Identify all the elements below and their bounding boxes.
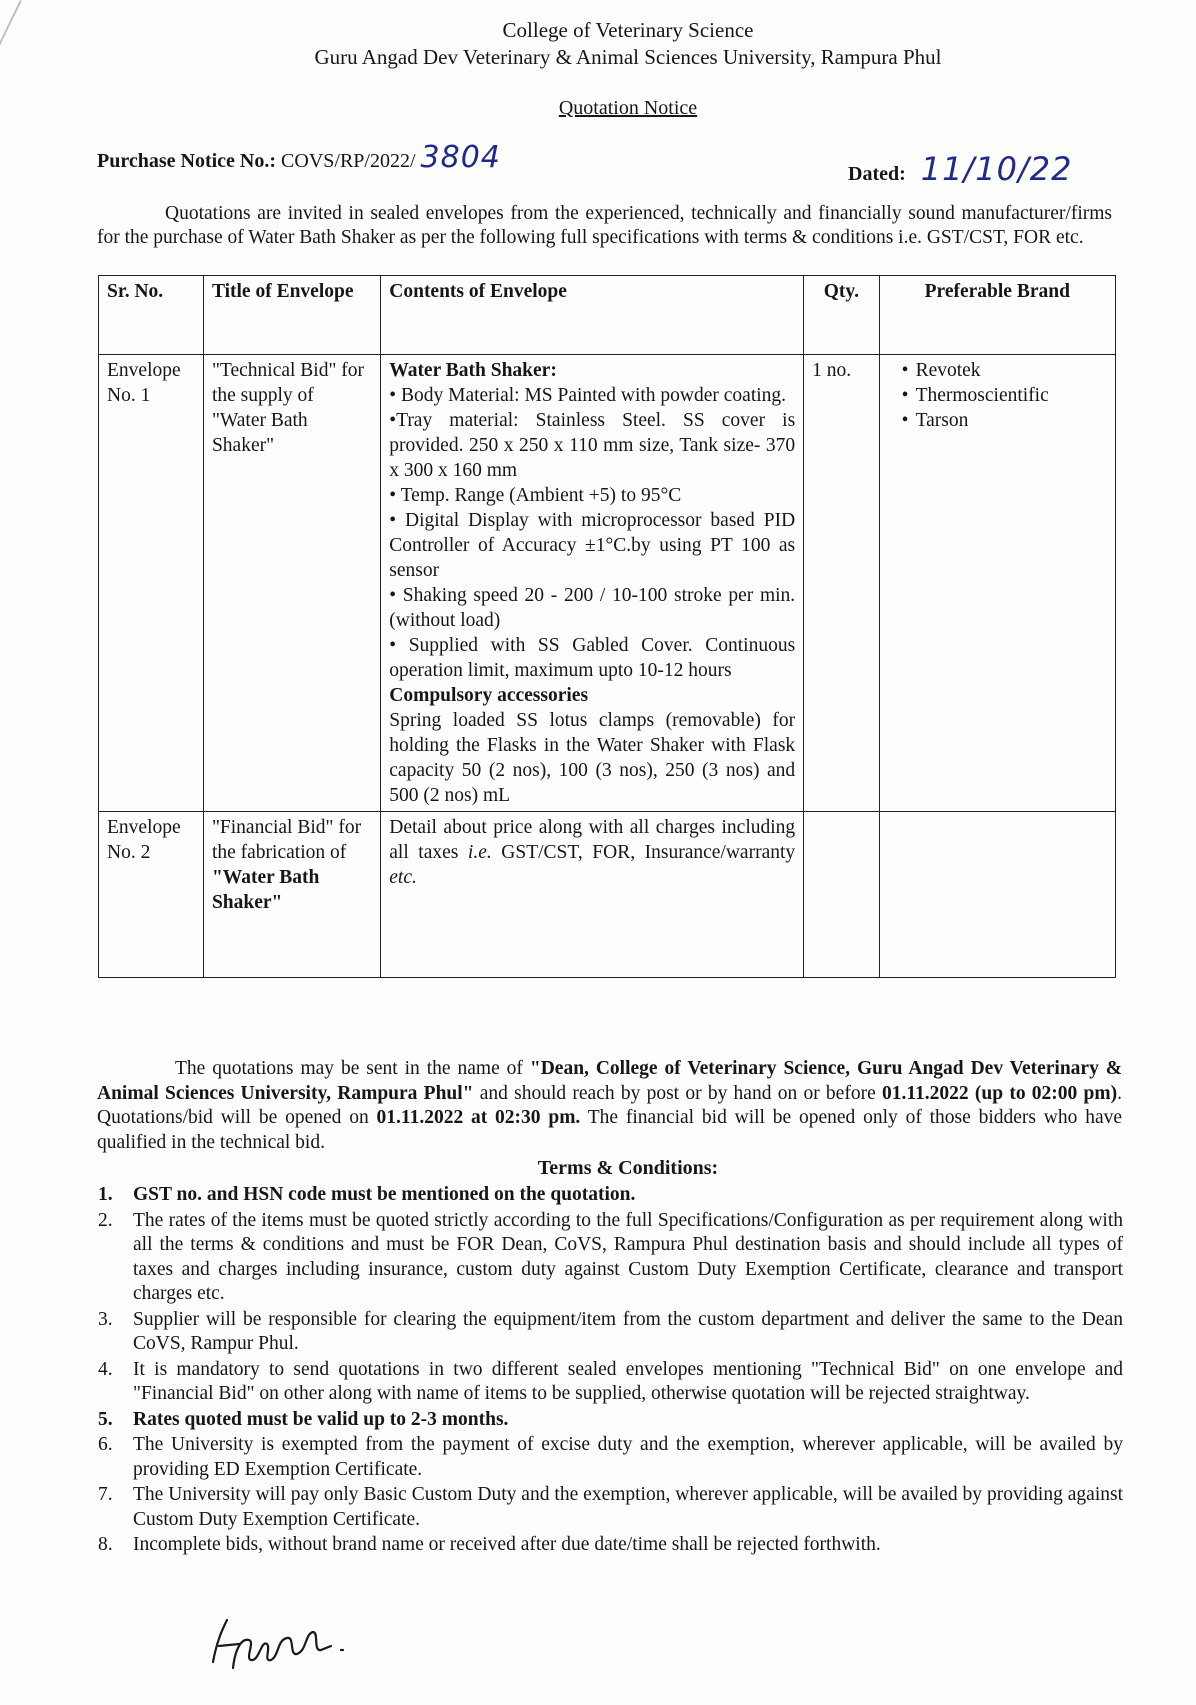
specification-table (98, 275, 1116, 978)
spec-item: •Tray material: Stainless Steel. SS cover is provided. 250 x 250 x 110 mm size, Tank size- 370 x 300 x 160 mm (389, 410, 796, 481)
accessories-text: Spring loaded SS lotus clamps (removable) for holding the Flasks in the Water Shaker with Flask capacity 50 (2 nos), 100 (3 nos), 250 (3 nos) and 500 (2 nos) mL (389, 710, 796, 806)
envelope-2-brands (879, 812, 1115, 978)
content-text: GST/CST, FOR, Insurance/warranty (491, 842, 796, 863)
terms-item-text: GST no. and HSN code must be mentioned on the quotation. (133, 1184, 636, 1205)
table-row (99, 812, 1116, 978)
submission-deadline: 01.11.2022 (up to 02:00 pm) (881, 1082, 1118, 1104)
terms-item-number: 8. (98, 1534, 113, 1555)
submission-text: . Quotations/bid will be opened on (97, 1082, 1122, 1128)
brand-item: • Revotek (916, 358, 1107, 383)
notice-date (848, 150, 1072, 188)
terms-item-number: 3. (98, 1308, 113, 1330)
notice-title: Quotation Notice (558, 97, 698, 119)
terms-item (88, 1433, 1123, 1482)
header-qty: Qty. (804, 276, 879, 355)
dated-handwritten: 11/10/22 (920, 150, 1073, 188)
terms-item (88, 1183, 1123, 1208)
terms-list (88, 1183, 1123, 1559)
envelope-1-sr: Envelope No. 1 (99, 355, 204, 812)
terms-item-text: It is mandatory to send quotations in two different sealed envelopes mentioning "Technical Bid" on one envelope and "Financial Bid" on other along with name of items to be supplied, otherwise quotation will be rejected straightway. (133, 1358, 1123, 1404)
content-ie: i.e. (467, 842, 492, 863)
terms-item-number: 4. (98, 1358, 113, 1380)
header-title: Title of Envelope (203, 276, 380, 355)
terms-item-text: The rates of the items must be quoted strictly according to the full Specifications/Configuration as per requirement along with all the terms & conditions and must be FOR Dean, CoVS, Rampura Phul destination basis and should include all types of taxes and charges including insurance, custom duty against Custom Duty Exemption Certificate, clearance and transport charges etc. (133, 1209, 1123, 1304)
header-sr-no: Sr. No. (99, 276, 204, 355)
terms-item-text: Incomplete bids, without brand name or received after due date/time shall be rejected forthwith. (133, 1534, 881, 1555)
terms-item-number: 2. (98, 1209, 113, 1231)
terms-item-text: The University will pay only Basic Custom Duty and the exemption, wherever applicable, will be availed by providing against Custom Duty Exemption Certificate. (133, 1484, 1123, 1530)
terms-item-number: 5. (98, 1408, 113, 1430)
terms-item (88, 1533, 1123, 1558)
opening-time: 01.11.2022 at 02:30 pm. (376, 1107, 581, 1128)
envelope-2-title-bold: "Water Bath Shaker" (211, 867, 320, 913)
envelope-1-qty: 1 no. (804, 355, 879, 812)
terms-title: Terms & Conditions: (537, 1157, 719, 1179)
table-header-row (99, 276, 1116, 355)
submission-text: The financial bid will be opened only of those bidders who have qualified in the technical bid. (97, 1107, 1123, 1153)
terms-item (88, 1408, 1123, 1433)
header-brand: Preferable Brand (879, 276, 1115, 355)
envelope-2-sr: Envelope No. 2 (99, 812, 204, 978)
content-etc: etc. (389, 867, 417, 888)
accessories-heading: Compulsory accessories (389, 685, 589, 706)
purchase-notice-handwritten: 3804 (420, 140, 501, 175)
terms-item (88, 1308, 1123, 1357)
terms-item-number: 7. (98, 1484, 113, 1505)
submission-paragraph (97, 1057, 1122, 1155)
terms-item-text: Supplier will be responsible for clearing the equipment/item from the custom department and deliver the same to the Dean CoVS, Rampur Phul. (133, 1308, 1123, 1354)
brand-item: • Tarson (916, 408, 1107, 433)
terms-item-text: Rates quoted must be valid up to 2-3 months. (133, 1408, 509, 1430)
spec-item: • Supplied with SS Gabled Cover. Continuous operation limit, maximum upto 10-12 hours (389, 635, 796, 681)
envelope-1-title: "Technical Bid" for the supply of "Water Bath Shaker" (203, 355, 380, 812)
terms-item (88, 1358, 1123, 1407)
purchase-notice-prefix: COVS/RP/2022/ (281, 150, 416, 172)
submission-text: The quotations may be sent in the name of (175, 1058, 530, 1079)
spec-heading: Water Bath Shaker: (389, 360, 557, 381)
envelope-1-brands (879, 355, 1115, 812)
submission-text: and should reach by post or by hand on or before (473, 1082, 882, 1104)
purchase-notice-number (97, 140, 501, 175)
spec-item: • Shaking speed 20 - 200 / 10-100 stroke per min. (without load) (389, 585, 796, 631)
signature-image (205, 1610, 355, 1680)
intro-paragraph (97, 202, 1112, 250)
envelope-2-title (203, 812, 380, 978)
envelope-1-contents (381, 355, 804, 812)
table-row (99, 355, 1116, 812)
spec-item: • Temp. Range (Ambient +5) to 95°C (389, 485, 682, 506)
terms-item-number: 6. (98, 1434, 113, 1455)
spec-item: • Body Material: MS Painted with powder coating. (389, 385, 787, 406)
terms-item-number: 1. (98, 1184, 113, 1205)
envelope-2-qty (804, 812, 879, 978)
spec-item: • Digital Display with microprocessor based PID Controller of Accuracy ±1°C.by using PT 100 as sensor (389, 510, 796, 581)
university-name: Guru Angad Dev Veterinary & Animal Sciences University, Rampura Phul (314, 45, 942, 69)
brand-item: • Thermoscientific (916, 383, 1107, 408)
terms-item (88, 1209, 1123, 1307)
dated-label: Dated: (848, 163, 906, 185)
terms-item (88, 1483, 1123, 1532)
college-name: College of Veterinary Science (502, 18, 754, 42)
content-text: Detail about price along with all charges including all taxes (389, 817, 796, 863)
header-contents: Contents of Envelope (381, 276, 804, 355)
envelope-2-contents (381, 812, 804, 978)
terms-item-text: The University is exempted from the payment of excise duty and the exemption, wherever applicable, will be availed by providing ED Exemption Certificate. (133, 1434, 1123, 1480)
submission-addressee: "Dean, College of Veterinary Science, Guru Angad Dev Veterinary & Animal Sciences University, Rampura Phul" (97, 1058, 1123, 1104)
envelope-2-title-plain: "Financial Bid" for the fabrication of (211, 817, 362, 863)
intro-text: Quotations are invited in sealed envelopes from the experienced, technically and financially sound manufacturer/firms for the purchase of Water Bath Shaker as per the following full specifications with terms & conditions i.e. GST/CST, FOR etc. (97, 203, 1112, 248)
purchase-notice-label: Purchase Notice No.: (97, 150, 277, 172)
